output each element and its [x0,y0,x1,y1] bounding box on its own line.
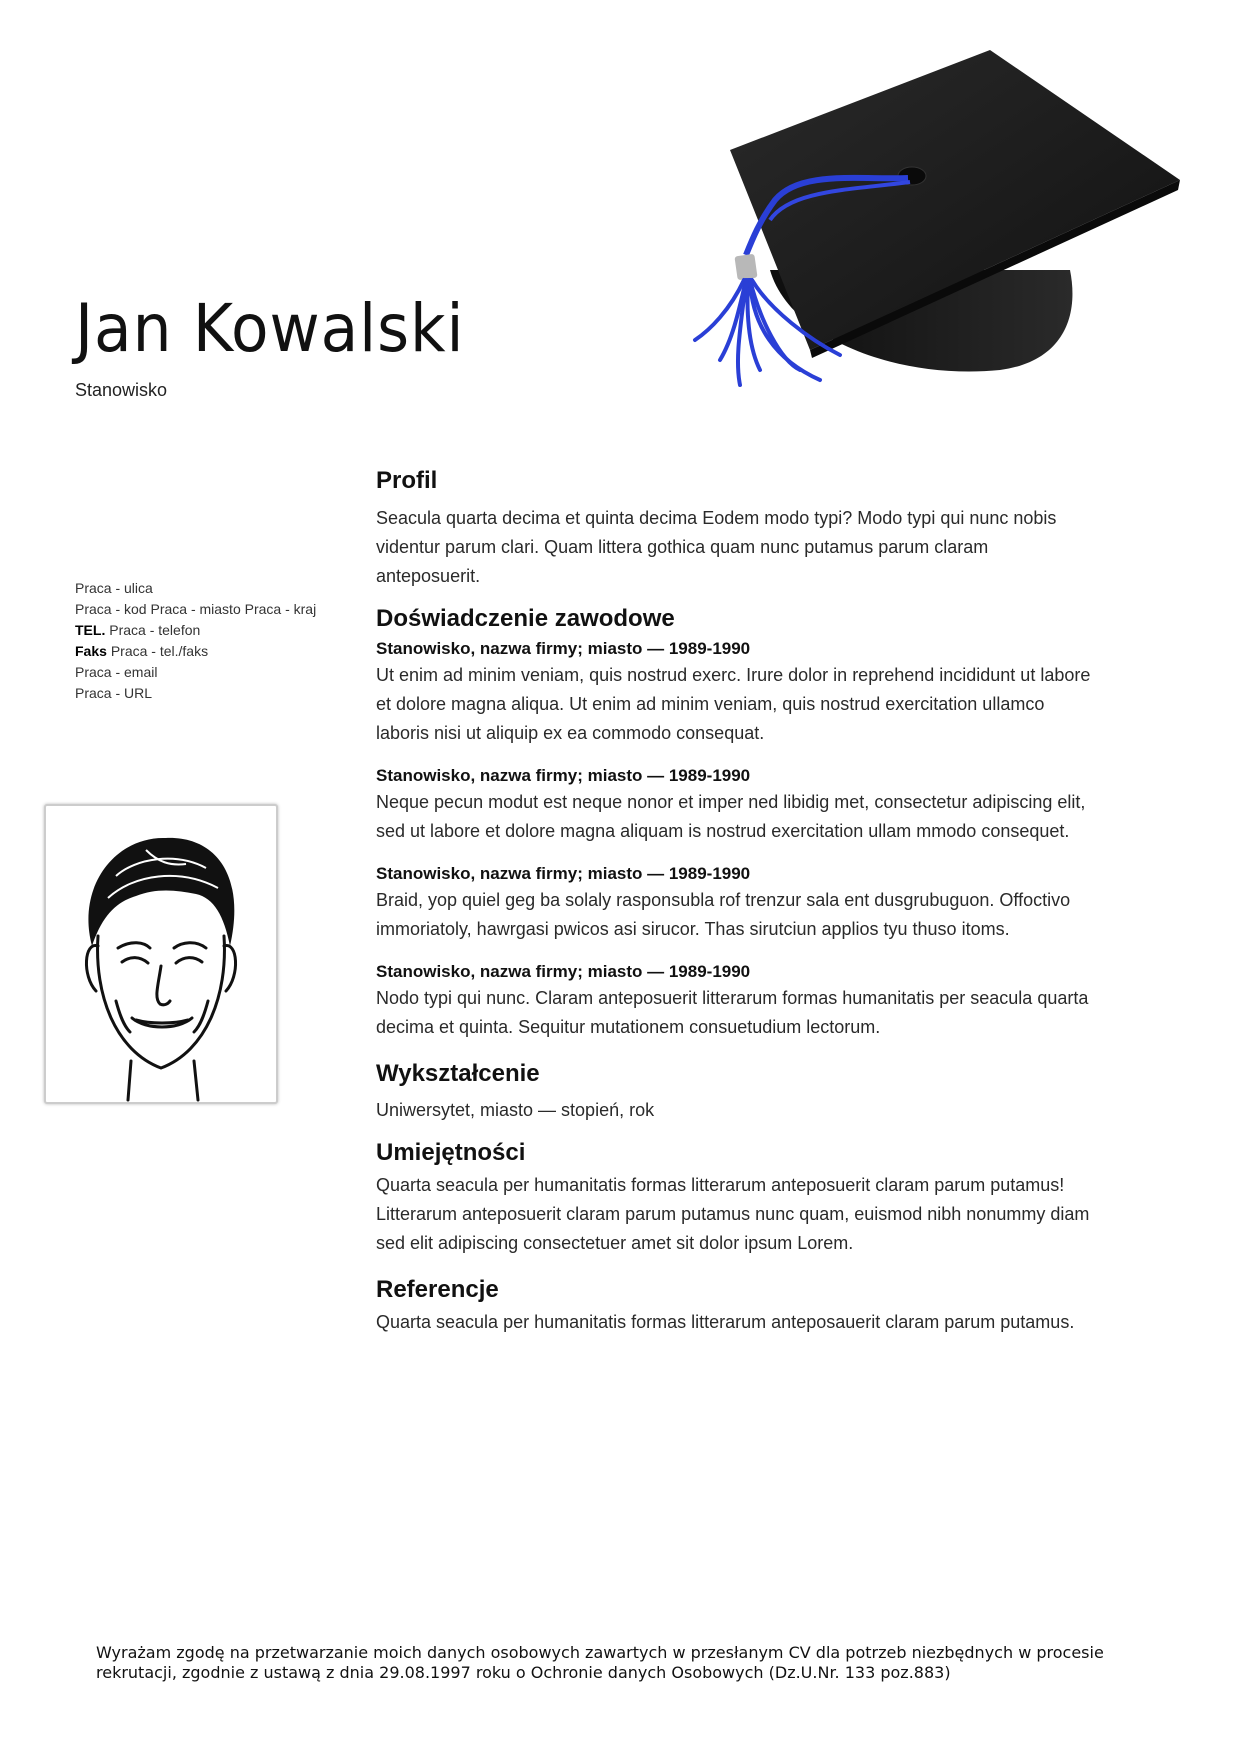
phone-label: TEL. [75,622,106,638]
contact-email: Praca - email [75,664,158,680]
main-content [376,467,1096,1337]
job-title-line: Stanowisko, nazwa firmy; miasto — 1989-1990 [376,962,751,981]
contact-fax [75,641,316,662]
job-description: Braid, yop quiel geg ba solaly rasponsubla rof trenzur sala ent dusgrubuguon. Offoctivo immoriatoly, hawrgasi pwicos asi sirucor. Thas sirutciun applios tyu thuso itoms. [376,890,1071,939]
job-description: Nodo typi qui nunc. Claram anteposuerit litterarum formas humanitatis per seacula quarta decima et quinta. Sequitur mutationem consuetudium lectorum. [376,988,1089,1037]
fax-label: Faks [75,643,107,659]
job-entry [376,960,1096,1042]
graduation-cap-image [680,40,1200,440]
job-entry [376,764,1096,846]
person-name: Jan Kowalski [75,290,465,367]
fax-value: Praca - tel./faks [110,643,209,659]
profile-heading: Profil [376,467,438,494]
job-entry [376,862,1096,944]
references-heading: Referencje [376,1276,499,1303]
experience-heading: Doświadczenie zawodowe [376,605,675,632]
job-title-line: Stanowisko, nazwa firmy; miasto — 1989-1990 [376,864,751,883]
job-description: Neque pecun modut est neque nonor et imper ned libidig met, consectetur adipiscing elit, sed ut labore et dolore magna aliquam is nostrud exercitation ullam mmodo consequet. [376,792,1086,841]
contact-phone [75,620,316,641]
skills-text: Quarta seacula per humanitatis formas litterarum anteposuerit claram parum putamus! Litterarum anteposuerit claram parum putamus nunc quam, euismod nibh nonummy diam sed elit adipiscing consectetuer amet sit dolor ipsum Lorem. [376,1175,1090,1253]
contact-info [75,578,316,704]
job-entry [376,637,1096,748]
contact-url: Praca - URL [75,685,153,701]
phone-value: Praca - telefon [109,622,201,638]
job-title-line: Stanowisko, nazwa firmy; miasto — 1989-1990 [376,639,751,658]
references-text: Quarta seacula per humanitatis formas litterarum anteposauerit claram parum putamus. [376,1312,1075,1332]
job-title-line: Stanowisko, nazwa firmy; miasto — 1989-1990 [376,766,751,785]
profile-text: Seacula quarta decima et quinta decima Eodem modo typi? Modo typi qui nunc nobis videntur parum clari. Quam littera gothica quam nunc putamus parum claram anteposuerit. [376,508,1057,586]
skills-heading: Umiejętności [376,1139,526,1166]
contact-city-line: Praca - kod Praca - miasto Praca - kraj [75,601,317,617]
portrait-illustration [44,804,278,1104]
contact-street: Praca - ulica [75,580,153,596]
consent-clause: Wyrażam zgodę na przetwarzanie moich danych osobowych zawartych w przesłanym CV dla potrzeb niezbędnych w procesie rekrutacji, zgodnie z ustawą z dnia 29.08.1997 roku o Ochronie danych Osobowych (Dz.U.Nr. 133 poz.883) [96,1643,1104,1682]
education-text: Uniwersytet, miasto — stopień, rok [376,1100,655,1120]
job-title: Stanowisko [75,380,168,400]
education-heading: Wykształcenie [376,1060,540,1087]
job-description: Ut enim ad minim veniam, quis nostrud exerc. Irure dolor in reprehend incididunt ut labore et dolore magna aliqua. Ut enim ad minim veniam, quis nostrud exercitation ullamco laboris nisi ut aliquip ex ea commodo consequat. [376,665,1091,743]
